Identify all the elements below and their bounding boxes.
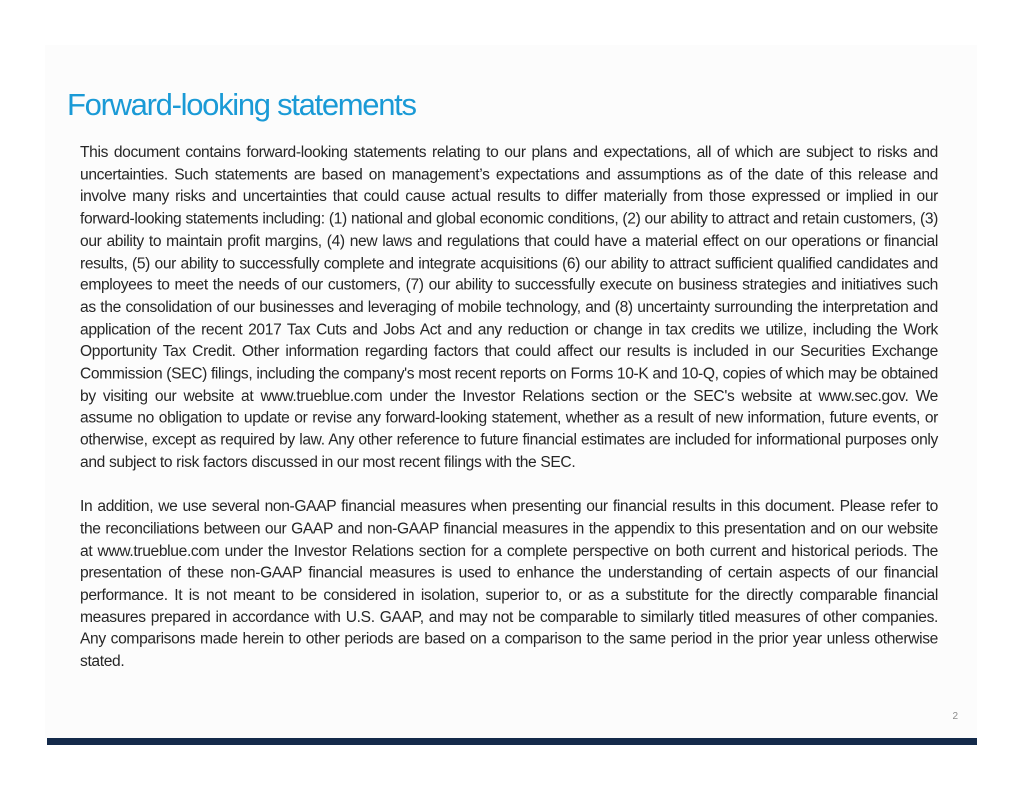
- slide-title: Forward-looking statements: [67, 87, 416, 122]
- page-number: 2: [952, 711, 958, 722]
- forward-looking-paragraph: This document contains forward-looking statements relating to our plans and expectations, all of which are subject to risks and uncertainties. Such statements are based on management’s expectations and assumptions as of the date of this release and involve many risks and uncertainties that could cause actual results to differ materially from those expressed or implied in our forward-looking statements including: (1) national and global economic conditions, (2) our ability to attract and retain customers, (3) our ability to maintain profit margins, (4) new laws and regulations that could have a material effect on our operations or financial results, (5) our ability to successfully complete and integrate acquisitions (6) our ability to attract sufficient qualified candidates and employees to meet the needs of our customers, (7) our ability to successfully execute on business strategies and initiatives such as the consolidation of our businesses and leveraging of mobile technology, and (8) uncertainty surrounding the interpretation and application of the recent 2017 Tax Cuts and Jobs Act and any reduction or change in tax credits we utilize, including the Work Opportunity Tax Credit. Other information regarding factors that could affect our results is included in our Securities Exchange Commission (SEC) filings, including the company's most recent reports on Forms 10-K and 10-Q, copies of which may be obtained by visiting our website at www.trueblue.com under the Investor Relations section or the SEC's website at www.sec.gov. We assume no obligation to update or revise any forward-looking statement, whether as a result of new information, future events, or otherwise, except as required by law. Any other reference to future financial estimates are included for informational purposes only and subject to risk factors discussed in our most recent filings with the SEC.: [80, 143, 939, 472]
- footer-bar: [47, 738, 977, 745]
- slide-body: [80, 142, 938, 673]
- non-gaap-paragraph: In addition, we use several non-GAAP financial measures when presenting our financial results in this document. Please refer to the reconciliations between our GAAP and non-GAAP financial measures in the appendix to this presentation and on our website at www.trueblue.com under the Investor Relations section for a complete perspective on both current and historical periods. The presentation of these non-GAAP financial measures is used to enhance the understanding of certain aspects of our financial performance. It is not meant to be considered in isolation, superior to, or as a substitute for the directly comparable financial measures prepared in accordance with U.S. GAAP, and may not be comparable to similarly titled measures of other companies. Any comparisons made herein to other periods are based on a comparison to the same period in the prior year unless otherwise stated.: [80, 498, 938, 671]
- slide: [45, 45, 977, 738]
